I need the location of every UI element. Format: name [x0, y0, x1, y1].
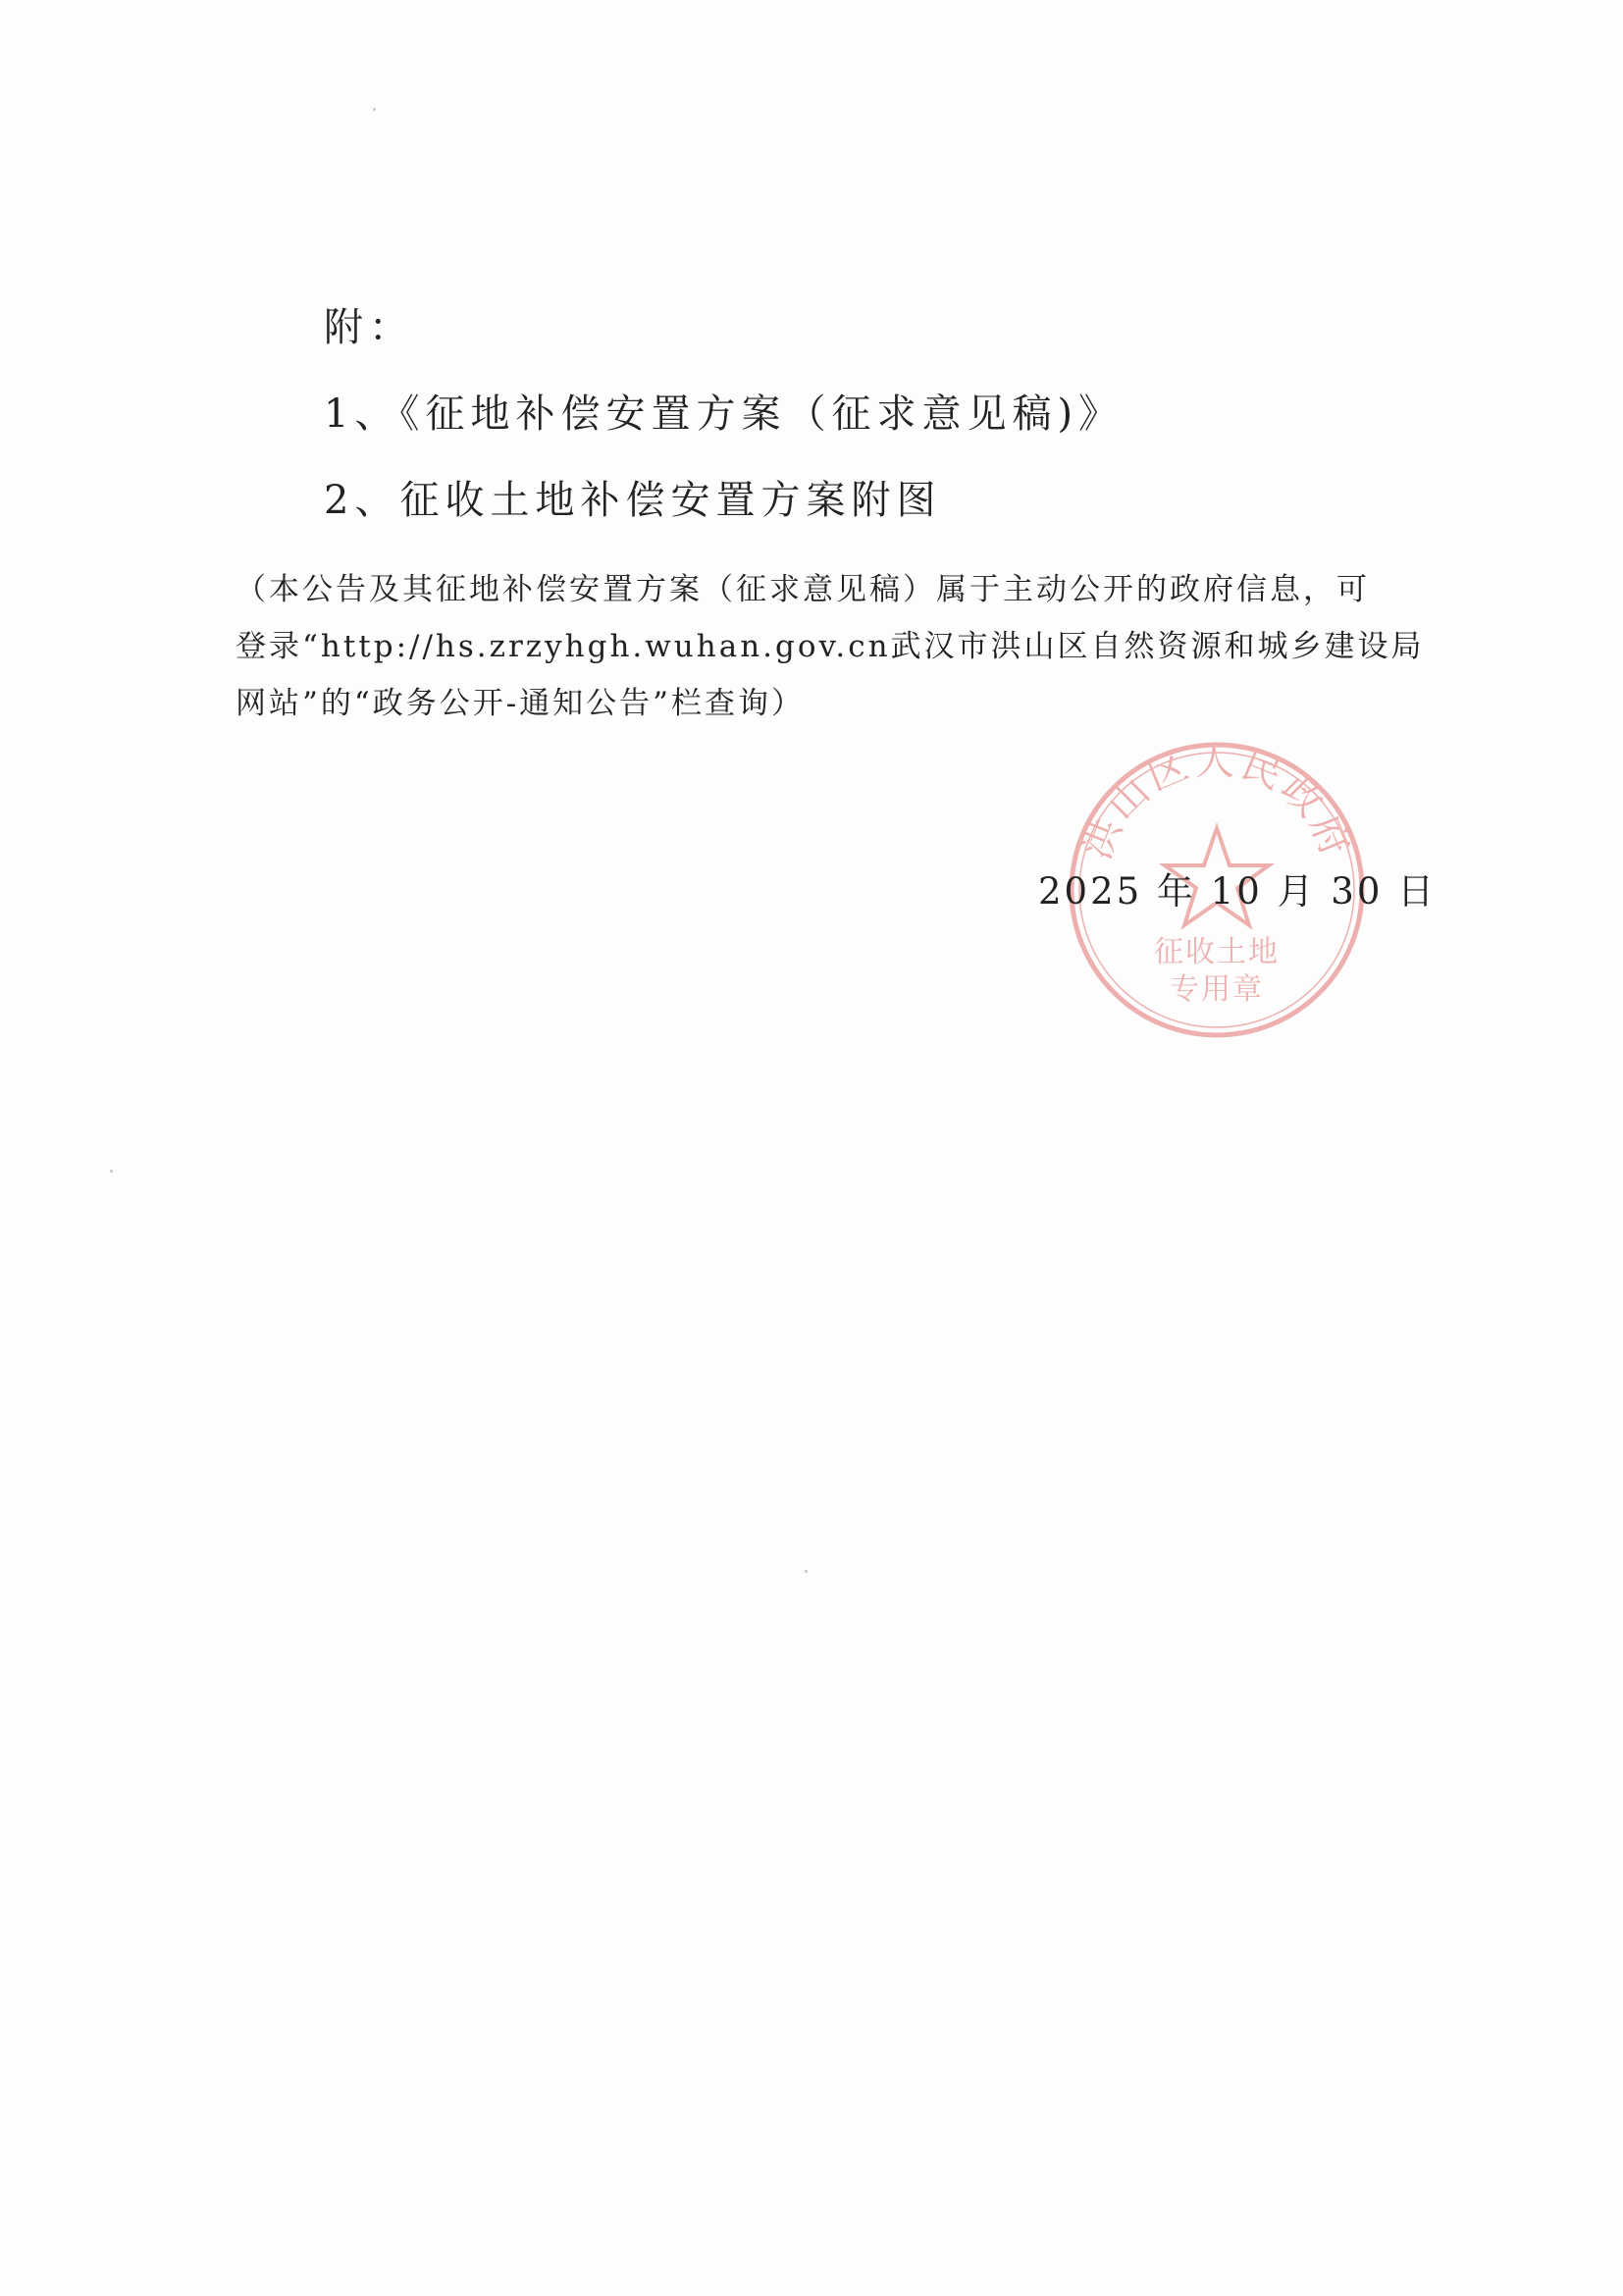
- scan-speck: [805, 1570, 808, 1573]
- attachment-item-1: 1、《征地补偿安置方案（征求意见稿)》: [324, 391, 1125, 437]
- attachment-item-2: 2、征收土地补偿安置方案附图: [324, 478, 942, 523]
- attachments-heading: 附：: [324, 305, 414, 350]
- public-info-note: [236, 561, 1425, 732]
- scan-speck: [373, 108, 376, 111]
- note-line-2: 登录“http://hs.zrzyhgh.wuhan.gov.cn武汉市洪山区自然资源和城乡建设局: [236, 629, 1425, 664]
- seal-outer-text: 洪山区人民政府: [1073, 738, 1360, 866]
- scan-speck: [110, 1170, 113, 1173]
- seal-inner-text-1: 征收土地: [1154, 935, 1280, 969]
- note-line-1: （本公告及其征地补偿安置方案（征求意见稿）属于主动公开的政府信息，可: [236, 572, 1370, 607]
- seal-inner-text-2: 专用章: [1170, 972, 1264, 1007]
- document-date: 2025 年 10 月 30 日: [1038, 870, 1438, 913]
- note-line-3: 网站”的“政务公开-通知公告”栏查询）: [236, 686, 806, 721]
